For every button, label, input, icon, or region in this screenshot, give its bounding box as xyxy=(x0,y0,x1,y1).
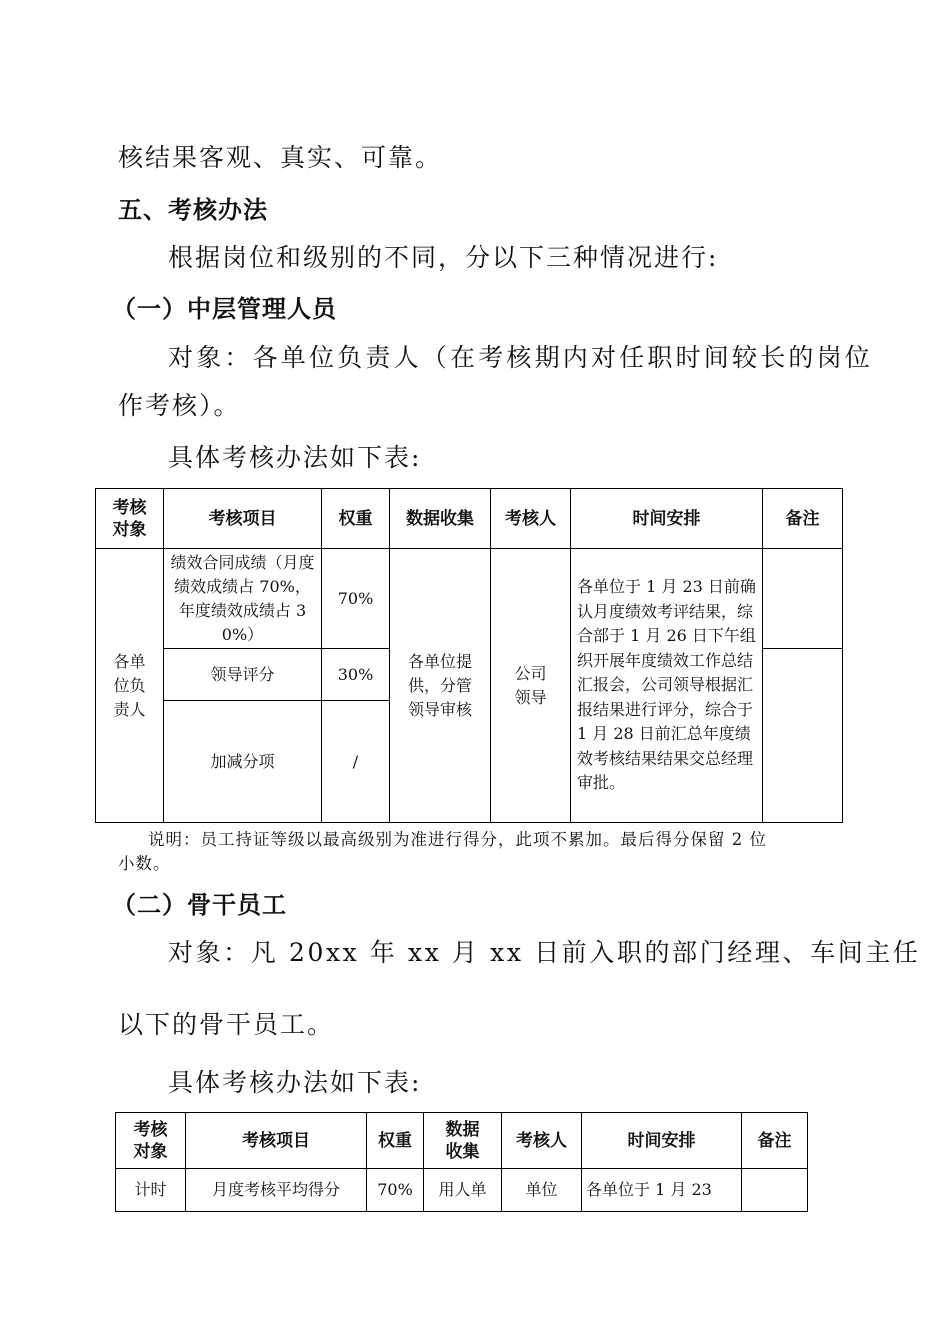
t2-cell-data-collection: 用人单 xyxy=(424,1169,502,1212)
paragraph-5-line-2: 以下的骨干员工。 xyxy=(118,1010,335,1039)
t2-cell-schedule: 各单位于 1 月 23 xyxy=(582,1169,742,1212)
paragraph-1: 核结果客观、真实、可靠。 xyxy=(118,143,443,172)
header-assessment-object: 考核对象 xyxy=(96,489,164,549)
cell-weight-leader-score: 30% xyxy=(322,649,390,701)
paragraph-4: 具体考核办法如下表: xyxy=(168,443,422,472)
t2-cell-weight: 70% xyxy=(367,1169,424,1212)
assessment-table-middle-management xyxy=(95,488,843,823)
header-weight: 权重 xyxy=(322,489,390,549)
section-heading-5: 五、考核办法 xyxy=(118,196,268,224)
cell-item-bonus: 加减分项 xyxy=(164,701,322,823)
cell-schedule: 各单位于 1 月 23 日前确认月度绩效考评结果，综合部于 1 月 26 日下午组织开展年度绩效工作总结汇报会，公司领导根据汇报结果进行评分，综合于 1 月 28 日前汇总年度绩效考核结果结果交总经理审批。 xyxy=(571,549,763,823)
t2-header-assessment-object: 考核对象 xyxy=(116,1113,186,1169)
cell-weight-contract: 70% xyxy=(322,549,390,649)
header-schedule: 时间安排 xyxy=(571,489,763,549)
subsection-heading-1: （一）中层管理人员 xyxy=(112,295,337,323)
cell-weight-bonus: / xyxy=(322,701,390,823)
t2-header-schedule: 时间安排 xyxy=(582,1113,742,1169)
header-assessment-item: 考核项目 xyxy=(164,489,322,549)
paragraph-3-line-2: 作考核）。 xyxy=(118,391,241,420)
cell-data-collection: 各单位提供，分管领导审核 xyxy=(390,549,491,823)
cell-object: 各单位负责人 xyxy=(96,549,164,823)
assessment-table-key-staff xyxy=(115,1112,808,1212)
t2-cell-object: 计时 xyxy=(116,1169,186,1212)
t2-cell-remark xyxy=(742,1169,808,1212)
header-assessor: 考核人 xyxy=(491,489,571,549)
t2-header-assessment-item: 考核项目 xyxy=(186,1113,367,1169)
header-remark: 备注 xyxy=(763,489,843,549)
t2-header-remark: 备注 xyxy=(742,1113,808,1169)
paragraph-3-line-1: 对象：各单位负责人（在考核期内对任职时间较长的岗位 xyxy=(168,343,874,372)
note-line-2: 小数。 xyxy=(118,854,171,873)
cell-remark-2 xyxy=(763,649,843,823)
paragraph-6: 具体考核办法如下表: xyxy=(168,1068,422,1097)
cell-item-contract: 绩效合同成绩（月度绩效成绩占 70%，年度绩效成绩占 30%） xyxy=(164,549,322,649)
note-line-1: 说明：员工持证等级以最高级别为准进行得分，此项不累加。最后得分保留 2 位 xyxy=(148,830,767,849)
t2-header-data-collection: 数据收集 xyxy=(424,1113,502,1169)
cell-assessor: 公司领导 xyxy=(491,549,571,823)
t2-header-weight: 权重 xyxy=(367,1113,424,1169)
t2-cell-assessor: 单位 xyxy=(502,1169,582,1212)
header-data-collection: 数据收集 xyxy=(390,489,491,549)
t2-header-assessor: 考核人 xyxy=(502,1113,582,1169)
paragraph-5-line-1: 对象：凡 20xx 年 xx 月 xx 日前入职的部门经理、车间主任 xyxy=(168,938,921,967)
t2-cell-item: 月度考核平均得分 xyxy=(186,1169,367,1212)
cell-item-leader-score: 领导评分 xyxy=(164,649,322,701)
paragraph-2: 根据岗位和级别的不同，分以下三种情况进行: xyxy=(168,243,719,272)
cell-remark-1 xyxy=(763,549,843,649)
subsection-heading-2: （二）骨干员工 xyxy=(112,891,287,919)
